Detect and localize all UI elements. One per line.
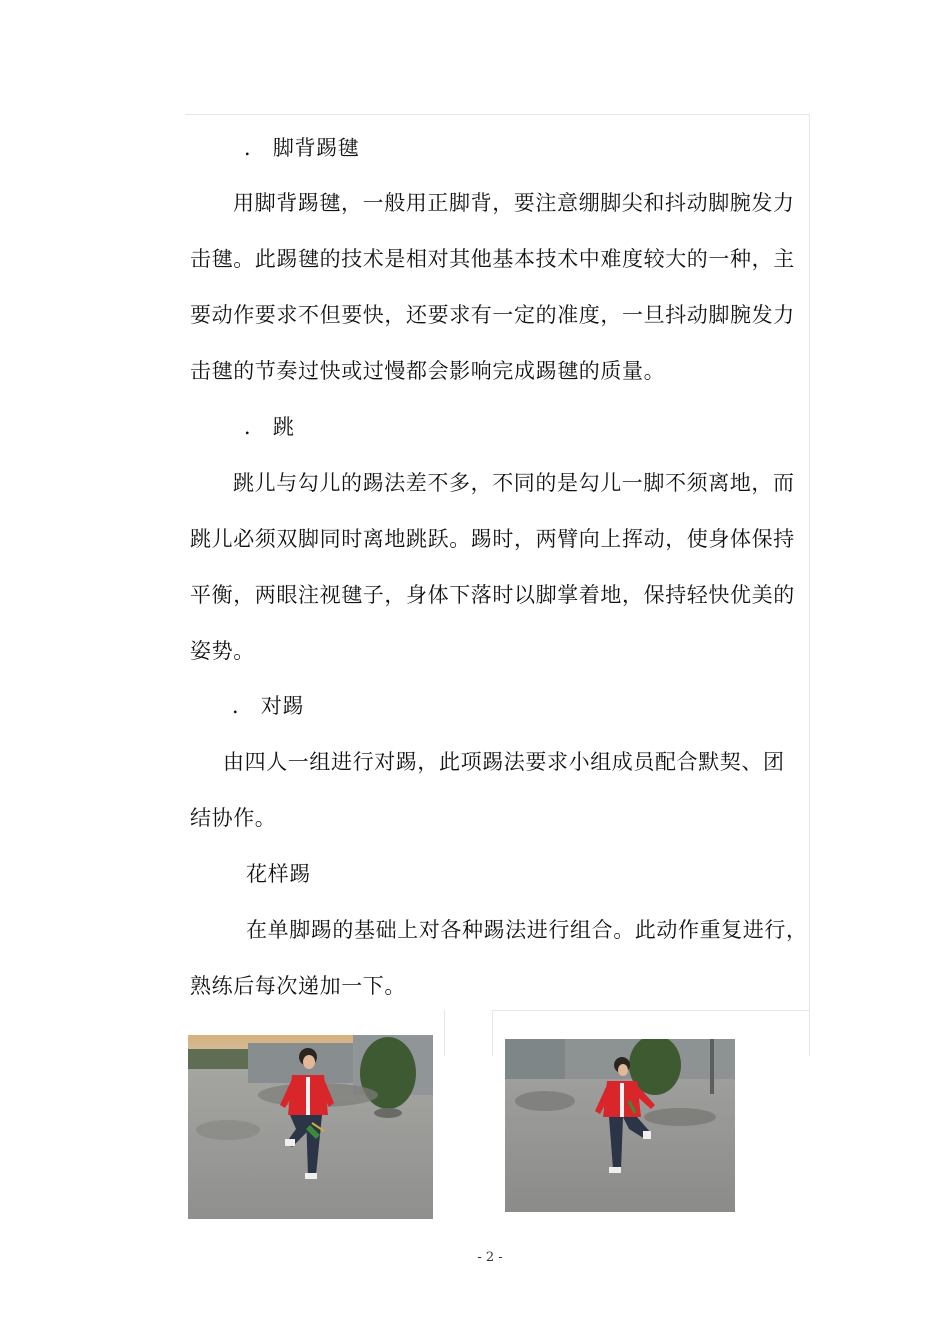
paragraph-line: 击毽的节奏过快或过慢都会影响完成踢毽的质量。 bbox=[190, 359, 666, 383]
section-heading: 花样踢 bbox=[246, 862, 311, 886]
paragraph-line: 结协作。 bbox=[190, 806, 277, 830]
paragraph-line: 平衡，两眼注视毽子，身体下落时以脚掌着地，保持轻快优美的 bbox=[190, 583, 795, 607]
frame-photo-top-border bbox=[492, 1010, 810, 1011]
paragraph-line: 击毽。此踢毽的技术是相对其他基本技术中难度较大的一种，主 bbox=[190, 247, 795, 271]
section-heading: ． 对踢 bbox=[232, 694, 305, 718]
paragraph-line: 姿势。 bbox=[190, 639, 255, 663]
paragraph-line: 跳儿与勾儿的踢法差不多，不同的是勾儿一脚不须离地，而 bbox=[233, 471, 795, 495]
paragraph-line: 在单脚踢的基础上对各种踢法进行组合。此动作重复进行， bbox=[246, 918, 808, 942]
paragraph-line: 跳儿必须双脚同时离地跳跃。踢时，两臂向上挥动，使身体保持 bbox=[190, 527, 795, 551]
girl-kicking-shuttlecock-photo-2 bbox=[505, 1039, 735, 1212]
girl-kicking-shuttlecock-photo-1 bbox=[188, 1035, 433, 1219]
section-heading: ． 跳 bbox=[244, 415, 295, 439]
paragraph-line: 由四人一组进行对踢，此项踢法要求小组成员配合默契、团 bbox=[223, 750, 785, 774]
section-heading: ． 脚背踢毽 bbox=[244, 136, 360, 160]
frame-photo-divider-right bbox=[492, 1010, 493, 1056]
frame-photo-divider-left bbox=[444, 1010, 445, 1056]
paragraph-line: 用脚背踢毽，一般用正脚背，要注意绷脚尖和抖动脚腕发力 bbox=[233, 191, 795, 215]
paragraph-line: 熟练后每次递加一下。 bbox=[190, 974, 406, 998]
page-number: - 2 - bbox=[477, 1250, 503, 1265]
frame-top-border bbox=[185, 114, 810, 115]
frame-right-border bbox=[809, 114, 810, 1056]
paragraph-line: 要动作要求不但要快，还要求有一定的准度，一旦抖动脚腕发力 bbox=[190, 303, 795, 327]
